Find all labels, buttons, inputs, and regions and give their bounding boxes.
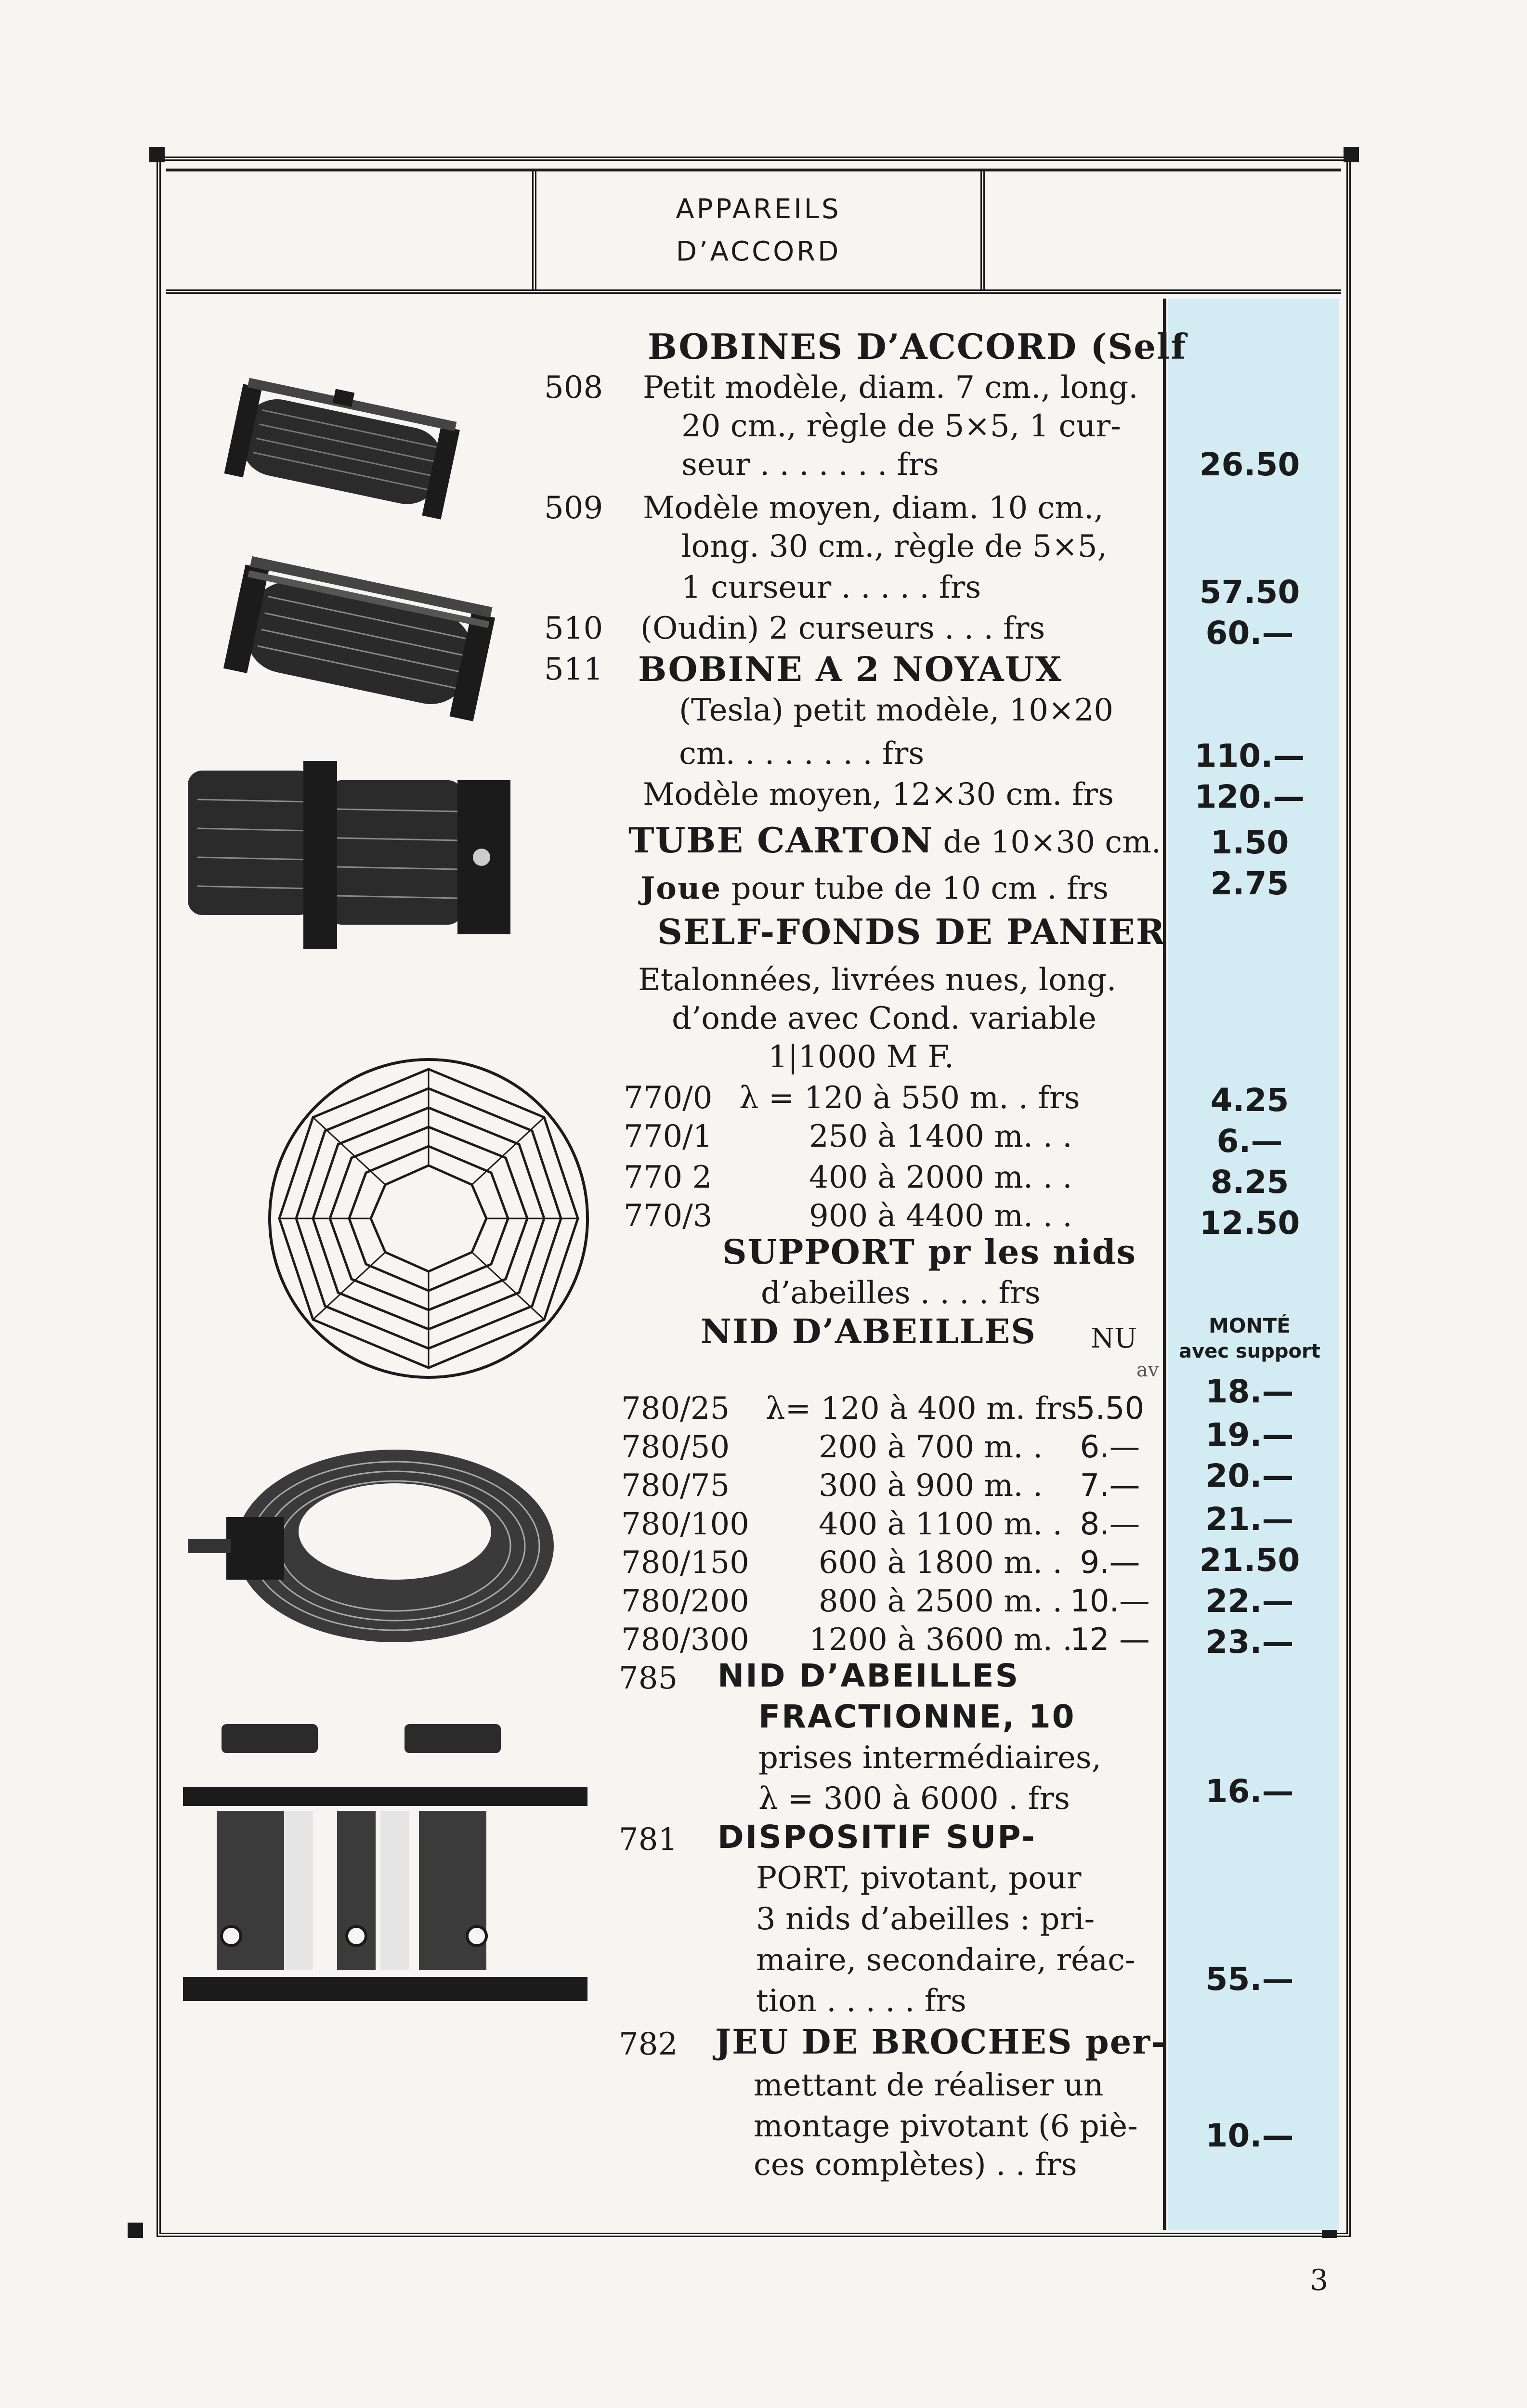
joue-line — [640, 869, 1109, 908]
item-508-line1: Petit modèle, diam. 7 cm., long. — [643, 370, 1138, 406]
range-780-100: 400 à 1100 m. . — [819, 1506, 1062, 1542]
av-label: av — [1136, 1359, 1159, 1381]
price-509: 57.50 — [1199, 574, 1300, 611]
ref-780-200: 780/200 — [621, 1584, 749, 1619]
small-coil-illustration — [202, 366, 491, 539]
item-781-line5: tion . . . . . frs — [756, 1983, 966, 2019]
nu-price-780-25: 5.50 — [1075, 1391, 1145, 1426]
ref-780-75: 780/75 — [621, 1468, 730, 1504]
range-780-150: 600 à 1800 m. . — [819, 1545, 1062, 1581]
medium-coil-illustration — [202, 544, 515, 746]
honeycomb-coil-illustration — [178, 1435, 573, 1686]
double-core-coil-illustration — [169, 746, 525, 958]
monte-price-780-300: 23.— — [1205, 1623, 1294, 1661]
price-781: 55.— — [1205, 1961, 1294, 1998]
section-title-self-fonds: SELF-FONDS DE PANIER — [657, 911, 1166, 952]
price-508: 26.50 — [1199, 446, 1300, 483]
monte-price-780-150: 21.50 — [1199, 1542, 1300, 1579]
header-title-line1: APPAREILS — [676, 193, 841, 225]
ref-780-300: 780/300 — [621, 1622, 749, 1658]
ref-508: 508 — [544, 370, 603, 406]
item-781-line2: PORT, pivotant, pour — [756, 1860, 1082, 1896]
item-782-line4: ces complètes) . . frs — [754, 2147, 1077, 2183]
nu-price-780-50: 6.— — [1080, 1429, 1140, 1465]
range-770-1: 250 à 1400 m. . . — [809, 1119, 1072, 1154]
item-509-line1: Modèle moyen, diam. 10 cm., — [643, 490, 1104, 526]
monte-price-780-25: 18.— — [1205, 1373, 1294, 1410]
ref-770-3: 770/3 — [624, 1198, 713, 1234]
ref-781: 781 — [619, 1822, 678, 1858]
ref-770-2: 770 2 — [624, 1160, 712, 1195]
price-782: 10.— — [1205, 2117, 1294, 2154]
price-511-medium: 120.— — [1194, 778, 1305, 815]
frame-corner-ornament — [1344, 147, 1359, 162]
nu-label: NU — [1091, 1323, 1137, 1354]
ref-509: 509 — [544, 490, 603, 526]
item-782-line1: JEU DE BROCHES per- — [715, 2022, 1166, 2062]
monte-price-780-75: 20.— — [1205, 1457, 1294, 1494]
range-780-50: 200 à 700 m. . — [819, 1429, 1043, 1465]
item-509-line2: long. 30 cm., règle de 5×5, — [681, 529, 1107, 564]
support-line1: SUPPORT pr les nids — [722, 1232, 1137, 1272]
price-column-rule — [1163, 299, 1166, 2230]
item-785-line3: prises intermédiaires, — [758, 1740, 1102, 1776]
item-511-line1: BOBINE A 2 NOYAUX — [638, 649, 1062, 689]
frame-corner-ornament — [128, 2223, 143, 2238]
monte-price-780-100: 21.— — [1205, 1501, 1294, 1538]
range-770-2: 400 à 2000 m. . . — [809, 1160, 1072, 1195]
range-780-300: 1200 à 3600 m. . — [809, 1622, 1072, 1658]
range-780-75: 300 à 900 m. . — [819, 1468, 1043, 1504]
tube-carton-label: TUBE CARTON — [628, 820, 934, 861]
monte-sublabel: avec support — [1179, 1340, 1320, 1362]
price-511-small: 110.— — [1194, 737, 1305, 774]
price-770-2: 8.25 — [1210, 1164, 1289, 1201]
nu-price-780-150: 9.— — [1080, 1545, 1140, 1581]
self-fonds-desc1: Etalonnées, livrées nues, long. — [638, 962, 1117, 998]
price-770-3: 12.50 — [1199, 1204, 1300, 1242]
header-band — [166, 169, 1341, 294]
self-fonds-desc2: d’onde avec Cond. variable — [672, 1001, 1096, 1036]
joue-text: pour tube de 10 cm . frs — [731, 871, 1109, 906]
price-770-0: 4.25 — [1210, 1082, 1289, 1119]
item-781-line1: DISPOSITIF SUP- — [718, 1819, 1036, 1856]
range-770-0: λ = 120 à 550 m. . frs — [739, 1080, 1080, 1116]
ref-780-100: 780/100 — [621, 1506, 749, 1542]
ref-511: 511 — [544, 652, 603, 687]
nu-price-780-200: 10.— — [1070, 1584, 1150, 1619]
item-785-line4: λ = 300 à 6000 . frs — [758, 1781, 1070, 1817]
range-770-3: 900 à 4400 m. . . — [809, 1198, 1072, 1234]
nu-price-780-300: 12 — — [1070, 1622, 1150, 1658]
price-785: 16.— — [1205, 1773, 1294, 1810]
item-510-line1: (Oudin) 2 curseurs . . . frs — [640, 611, 1045, 646]
nu-price-780-75: 7.— — [1080, 1468, 1140, 1504]
monte-label: MONTÉ — [1209, 1314, 1291, 1337]
item-508-line2: 20 cm., règle de 5×5, 1 cur- — [681, 408, 1121, 444]
page-number: 3 — [1310, 2264, 1329, 2297]
ref-770-1: 770/1 — [624, 1119, 713, 1154]
section-title-nid: NID D’ABEILLES — [701, 1311, 1036, 1351]
ref-770-0: 770/0 — [624, 1080, 713, 1116]
support-line2: d’abeilles . . . . frs — [761, 1275, 1041, 1311]
ref-780-25: 780/25 — [621, 1391, 730, 1426]
joue-label: Joue — [640, 870, 722, 906]
frame-corner-ornament — [149, 147, 165, 162]
range-780-25: λ= 120 à 400 m. frs — [766, 1391, 1077, 1426]
item-511-line2: (Tesla) petit modèle, 10×20 — [679, 693, 1114, 728]
ref-780-150: 780/150 — [621, 1545, 749, 1581]
ref-782: 782 — [619, 2027, 678, 2062]
price-joue: 2.75 — [1210, 865, 1289, 902]
item-785-line1: NID D’ABEILLES — [718, 1657, 1020, 1694]
item-511-line3: cm. . . . . . . . frs — [679, 736, 925, 772]
tube-carton-line — [628, 821, 1161, 862]
item-785-line2: FRACTIONNE, 10 — [758, 1698, 1076, 1735]
price-tube-carton: 1.50 — [1210, 824, 1289, 861]
price-510: 60.— — [1205, 615, 1294, 652]
item-781-line4: maire, secondaire, réac- — [756, 1942, 1135, 1978]
item-782-line2: mettant de réaliser un — [754, 2068, 1104, 2103]
nu-price-780-100: 8.— — [1080, 1506, 1140, 1542]
monte-price-780-200: 22.— — [1205, 1583, 1294, 1620]
monte-price-780-50: 19.— — [1205, 1416, 1294, 1453]
item-781-line3: 3 nids d’abeilles : pri- — [756, 1901, 1095, 1937]
section-title-bobines: BOBINES D’ACCORD (Self — [648, 326, 1187, 367]
ref-510: 510 — [544, 611, 603, 646]
item-782-line3: montage pivotant (6 piè- — [754, 2108, 1138, 2144]
tube-carton-text: de 10×30 cm. — [943, 824, 1162, 860]
ref-785: 785 — [619, 1661, 678, 1696]
item-508-line3: seur . . . . . . . frs — [681, 447, 939, 483]
self-fonds-desc3: 1|1000 M F. — [768, 1039, 954, 1075]
header-title-line2: D’ACCORD — [676, 236, 841, 267]
basket-coil-illustration — [265, 1050, 592, 1387]
item-509-line3: 1 curseur . . . . . frs — [681, 570, 981, 605]
pivot-support-illustration — [173, 1714, 597, 2013]
ref-780-50: 780/50 — [621, 1429, 730, 1465]
item-511-line4: Modèle moyen, 12×30 cm. frs — [643, 777, 1114, 812]
range-780-200: 800 à 2500 m. . — [819, 1584, 1062, 1619]
header-title-box — [532, 171, 985, 289]
price-770-1: 6.— — [1216, 1123, 1283, 1160]
